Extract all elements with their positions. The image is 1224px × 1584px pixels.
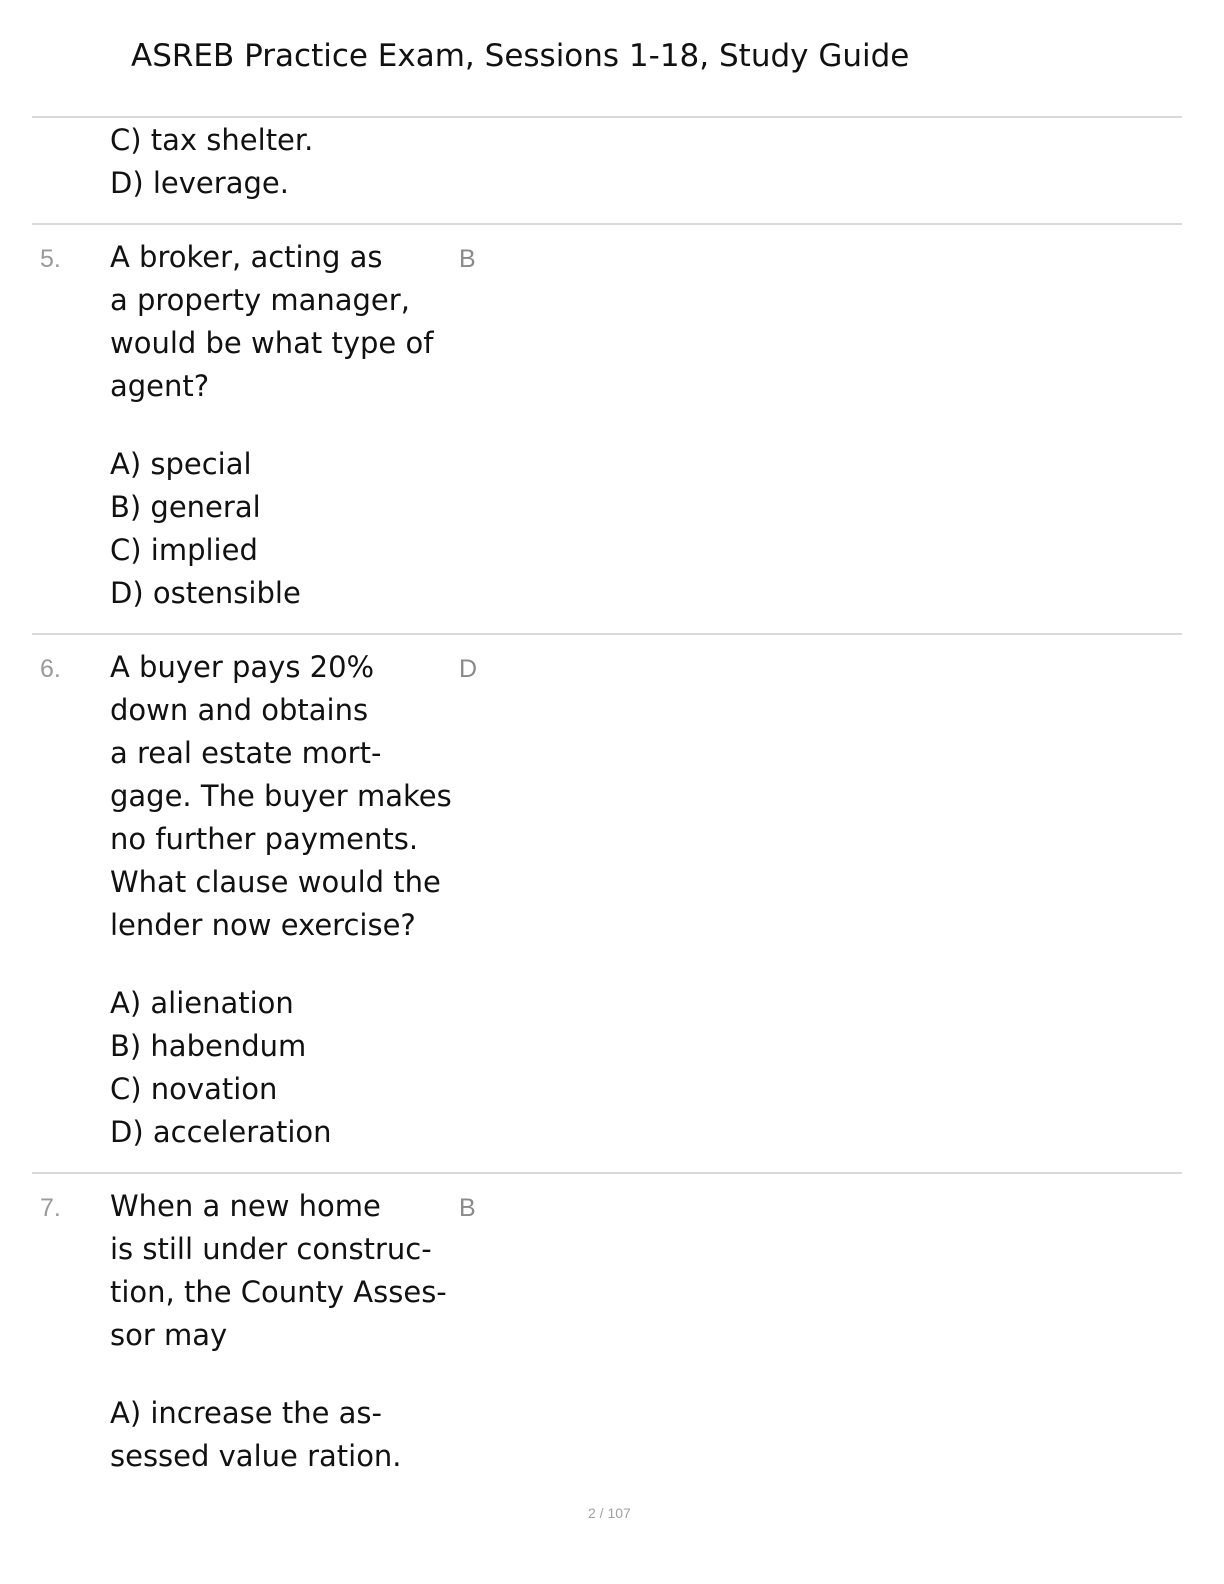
option-text: A) increase the as- [110, 1396, 382, 1430]
question-stem: What clause would the [110, 865, 441, 899]
option-text: sessed value ration. [110, 1439, 402, 1473]
question-stem: A buyer pays 20% [110, 650, 375, 684]
divider [32, 223, 1182, 225]
answer-key: B [459, 1194, 476, 1222]
question-stem: is still under construc- [110, 1232, 432, 1266]
question-stem: would be what type of [110, 326, 434, 360]
question-stem: sor may [110, 1318, 228, 1352]
option-text: D) acceleration [110, 1115, 332, 1149]
answer-key: B [459, 245, 476, 273]
question-stem: lender now exercise? [110, 908, 416, 942]
option-text: C) implied [110, 533, 258, 567]
question-stem: agent? [110, 369, 210, 403]
question-number: 5. [40, 245, 61, 273]
question-stem: down and obtains [110, 693, 369, 727]
question-stem: gage. The buyer makes [110, 779, 452, 813]
question-stem: no further payments. [110, 822, 419, 856]
question-number: 6. [40, 655, 61, 683]
option-text: A) alienation [110, 986, 294, 1020]
question-number: 7. [40, 1194, 61, 1222]
divider [32, 116, 1182, 118]
option-text: A) special [110, 447, 252, 481]
question-stem: tion, the County Asses- [110, 1275, 447, 1309]
divider [32, 633, 1182, 635]
question-stem: a property manager, [110, 283, 410, 317]
option-text: C) novation [110, 1072, 278, 1106]
option-text: C) tax shelter. [110, 123, 314, 157]
answer-key: D [459, 655, 478, 683]
option-text: B) habendum [110, 1029, 307, 1063]
option-text: D) ostensible [110, 576, 301, 610]
page-indicator: 2 / 107 [588, 1505, 631, 1521]
question-stem: A broker, acting as [110, 240, 383, 274]
question-stem: When a new home [110, 1189, 381, 1223]
option-text: B) general [110, 490, 261, 524]
divider [32, 1172, 1182, 1174]
page-header: ASREB Practice Exam, Sessions 1-18, Study Guide [131, 38, 910, 74]
question-stem: a real estate mort- [110, 736, 382, 770]
option-text: D) leverage. [110, 166, 289, 200]
